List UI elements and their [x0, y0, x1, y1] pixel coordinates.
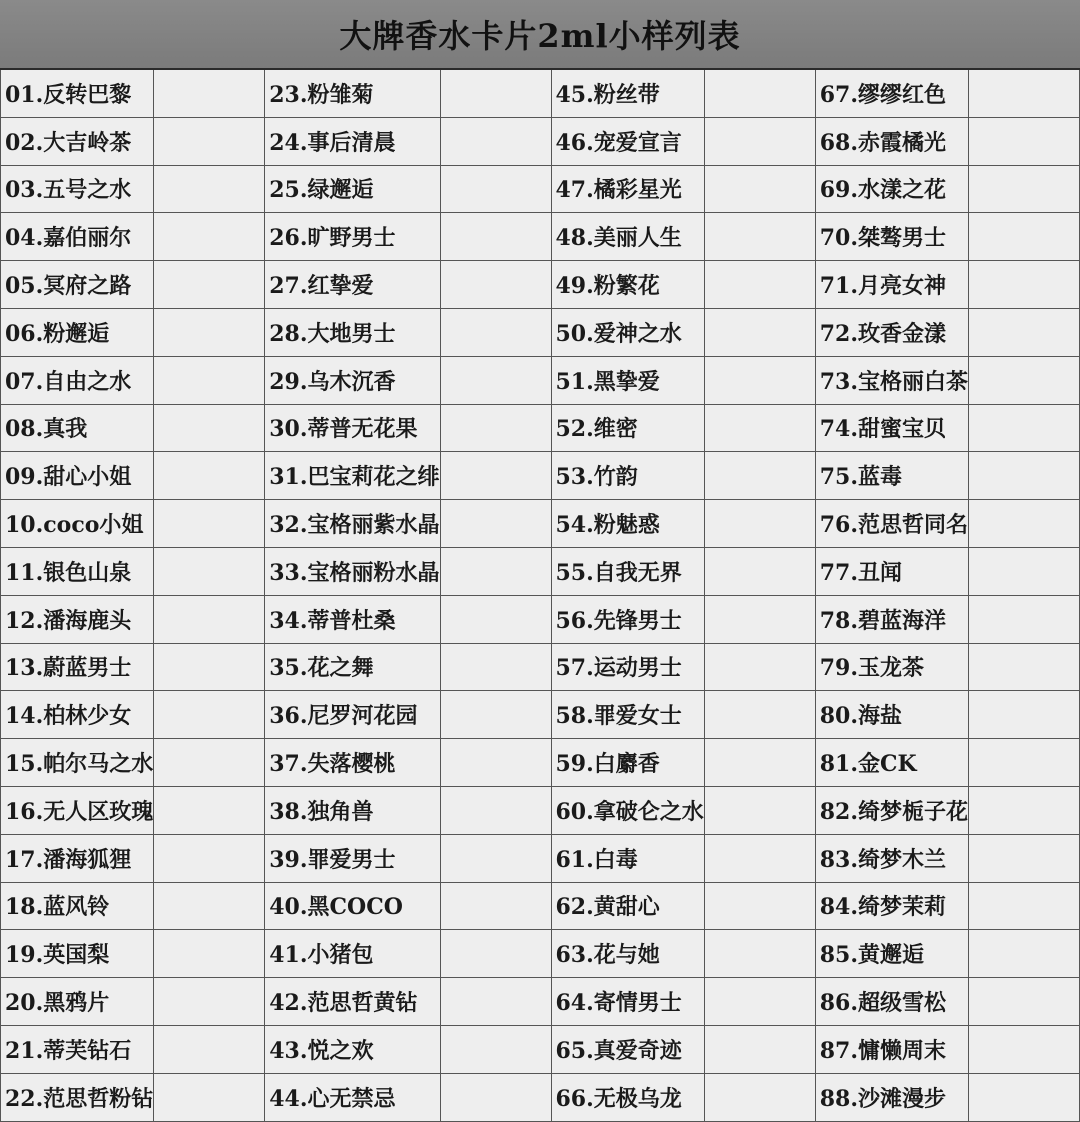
- perfume-item: 15.帕尔马之水: [1, 739, 154, 787]
- empty-cell: [154, 883, 265, 931]
- perfume-item: 67.缪缪红色: [816, 70, 969, 118]
- perfume-item: 60.拿破仑之水: [552, 787, 705, 835]
- perfume-item: 02.大吉岭茶: [1, 118, 154, 166]
- perfume-item: 52.维密: [552, 405, 705, 453]
- perfume-item: 76.范思哲同名: [816, 500, 969, 548]
- empty-cell: [969, 309, 1080, 357]
- perfume-item: 73.宝格丽白茶: [816, 357, 969, 405]
- empty-cell: [441, 70, 552, 118]
- empty-cell: [705, 691, 816, 739]
- perfume-item: 53.竹韵: [552, 452, 705, 500]
- empty-cell: [705, 70, 816, 118]
- perfume-item: 61.白毒: [552, 835, 705, 883]
- empty-cell: [705, 596, 816, 644]
- empty-cell: [441, 1074, 552, 1122]
- perfume-item: 20.黑鸦片: [1, 978, 154, 1026]
- perfume-item: 56.先锋男士: [552, 596, 705, 644]
- empty-cell: [969, 691, 1080, 739]
- perfume-item: 48.美丽人生: [552, 213, 705, 261]
- perfume-item: 19.英国梨: [1, 930, 154, 978]
- perfume-item: 09.甜心小姐: [1, 452, 154, 500]
- empty-cell: [154, 405, 265, 453]
- perfume-item: 12.潘海鹿头: [1, 596, 154, 644]
- perfume-item: 27.红挚爱: [265, 261, 440, 309]
- empty-cell: [969, 787, 1080, 835]
- empty-cell: [441, 118, 552, 166]
- empty-cell: [969, 166, 1080, 214]
- empty-cell: [441, 787, 552, 835]
- empty-cell: [154, 596, 265, 644]
- empty-cell: [154, 118, 265, 166]
- empty-cell: [154, 978, 265, 1026]
- empty-cell: [969, 118, 1080, 166]
- empty-cell: [441, 166, 552, 214]
- empty-cell: [705, 978, 816, 1026]
- perfume-item: 18.蓝风铃: [1, 883, 154, 931]
- empty-cell: [154, 1026, 265, 1074]
- perfume-item: 45.粉丝带: [552, 70, 705, 118]
- perfume-item: 08.真我: [1, 405, 154, 453]
- empty-cell: [969, 978, 1080, 1026]
- perfume-item: 49.粉繁花: [552, 261, 705, 309]
- empty-cell: [969, 261, 1080, 309]
- empty-cell: [441, 1026, 552, 1074]
- empty-cell: [705, 835, 816, 883]
- page-title: 大牌香水卡片2ml小样列表: [339, 17, 741, 55]
- empty-cell: [969, 1074, 1080, 1122]
- perfume-item: 06.粉邂逅: [1, 309, 154, 357]
- empty-cell: [441, 500, 552, 548]
- empty-cell: [154, 357, 265, 405]
- perfume-item: 13.蔚蓝男士: [1, 644, 154, 692]
- empty-cell: [441, 452, 552, 500]
- perfume-item: 88.沙滩漫步: [816, 1074, 969, 1122]
- perfume-item: 87.慵懒周末: [816, 1026, 969, 1074]
- empty-cell: [705, 739, 816, 787]
- empty-cell: [441, 883, 552, 931]
- perfume-item: 46.宠爱宣言: [552, 118, 705, 166]
- empty-cell: [154, 930, 265, 978]
- empty-cell: [705, 357, 816, 405]
- perfume-item: 57.运动男士: [552, 644, 705, 692]
- perfume-item: 83.绮梦木兰: [816, 835, 969, 883]
- perfume-table: [0, 70, 1080, 1122]
- perfume-item: 55.自我无界: [552, 548, 705, 596]
- perfume-item: 04.嘉伯丽尔: [1, 213, 154, 261]
- empty-cell: [705, 213, 816, 261]
- perfume-item: 30.蒂普无花果: [265, 405, 440, 453]
- empty-cell: [154, 739, 265, 787]
- perfume-item: 33.宝格丽粉水晶: [265, 548, 440, 596]
- empty-cell: [969, 500, 1080, 548]
- empty-cell: [705, 118, 816, 166]
- empty-cell: [154, 691, 265, 739]
- perfume-item: 05.冥府之路: [1, 261, 154, 309]
- empty-cell: [154, 500, 265, 548]
- empty-cell: [154, 213, 265, 261]
- empty-cell: [441, 261, 552, 309]
- perfume-item: 51.黑挚爱: [552, 357, 705, 405]
- empty-cell: [154, 787, 265, 835]
- empty-cell: [154, 644, 265, 692]
- title-bar: [0, 0, 1080, 70]
- empty-cell: [705, 787, 816, 835]
- perfume-item: 82.绮梦栀子花: [816, 787, 969, 835]
- perfume-item: 64.寄情男士: [552, 978, 705, 1026]
- perfume-item: 35.花之舞: [265, 644, 440, 692]
- empty-cell: [969, 835, 1080, 883]
- empty-cell: [705, 166, 816, 214]
- perfume-item: 77.丑闻: [816, 548, 969, 596]
- perfume-item: 54.粉魅惑: [552, 500, 705, 548]
- perfume-item: 68.赤霞橘光: [816, 118, 969, 166]
- perfume-item: 24.事后清晨: [265, 118, 440, 166]
- perfume-item: 31.巴宝莉花之绯: [265, 452, 440, 500]
- perfume-item: 14.柏林少女: [1, 691, 154, 739]
- perfume-item: 43.悦之欢: [265, 1026, 440, 1074]
- perfume-item: 66.无极乌龙: [552, 1074, 705, 1122]
- empty-cell: [441, 835, 552, 883]
- empty-cell: [969, 213, 1080, 261]
- perfume-item: 44.心无禁忌: [265, 1074, 440, 1122]
- perfume-item: 70.桀骜男士: [816, 213, 969, 261]
- empty-cell: [154, 166, 265, 214]
- empty-cell: [154, 452, 265, 500]
- perfume-item: 39.罪爱男士: [265, 835, 440, 883]
- perfume-item: 26.旷野男士: [265, 213, 440, 261]
- perfume-item: 80.海盐: [816, 691, 969, 739]
- perfume-item: 21.蒂芙钻石: [1, 1026, 154, 1074]
- empty-cell: [969, 739, 1080, 787]
- empty-cell: [969, 644, 1080, 692]
- perfume-item: 69.水漾之花: [816, 166, 969, 214]
- perfume-item: 37.失落樱桃: [265, 739, 440, 787]
- perfume-item: 34.蒂普杜桑: [265, 596, 440, 644]
- perfume-item: 71.月亮女神: [816, 261, 969, 309]
- empty-cell: [154, 261, 265, 309]
- perfume-item: 42.范思哲黄钻: [265, 978, 440, 1026]
- empty-cell: [441, 644, 552, 692]
- empty-cell: [441, 213, 552, 261]
- empty-cell: [969, 930, 1080, 978]
- perfume-item: 74.甜蜜宝贝: [816, 405, 969, 453]
- empty-cell: [441, 309, 552, 357]
- perfume-item: 11.银色山泉: [1, 548, 154, 596]
- empty-cell: [154, 1074, 265, 1122]
- empty-cell: [705, 930, 816, 978]
- empty-cell: [969, 405, 1080, 453]
- empty-cell: [154, 835, 265, 883]
- empty-cell: [441, 405, 552, 453]
- empty-cell: [705, 309, 816, 357]
- empty-cell: [705, 500, 816, 548]
- perfume-item: 47.橘彩星光: [552, 166, 705, 214]
- perfume-item: 07.自由之水: [1, 357, 154, 405]
- empty-cell: [969, 70, 1080, 118]
- perfume-item: 81.金CK: [816, 739, 969, 787]
- empty-cell: [154, 548, 265, 596]
- empty-cell: [969, 452, 1080, 500]
- perfume-item: 25.绿邂逅: [265, 166, 440, 214]
- perfume-item: 17.潘海狐狸: [1, 835, 154, 883]
- empty-cell: [705, 548, 816, 596]
- empty-cell: [441, 978, 552, 1026]
- perfume-item: 62.黄甜心: [552, 883, 705, 931]
- empty-cell: [705, 644, 816, 692]
- perfume-item: 22.范思哲粉钻: [1, 1074, 154, 1122]
- perfume-item: 65.真爱奇迹: [552, 1026, 705, 1074]
- perfume-item: 36.尼罗河花园: [265, 691, 440, 739]
- perfume-item: 28.大地男士: [265, 309, 440, 357]
- empty-cell: [441, 596, 552, 644]
- perfume-item: 16.无人区玫瑰: [1, 787, 154, 835]
- perfume-item: 01.反转巴黎: [1, 70, 154, 118]
- perfume-item: 85.黄邂逅: [816, 930, 969, 978]
- empty-cell: [705, 1074, 816, 1122]
- empty-cell: [441, 739, 552, 787]
- perfume-item: 63.花与她: [552, 930, 705, 978]
- perfume-item: 10.coco小姐: [1, 500, 154, 548]
- perfume-item: 40.黑COCO: [265, 883, 440, 931]
- empty-cell: [441, 691, 552, 739]
- empty-cell: [441, 930, 552, 978]
- perfume-item: 29.乌木沉香: [265, 357, 440, 405]
- empty-cell: [705, 261, 816, 309]
- perfume-item: 58.罪爱女士: [552, 691, 705, 739]
- empty-cell: [154, 70, 265, 118]
- empty-cell: [705, 1026, 816, 1074]
- empty-cell: [705, 452, 816, 500]
- empty-cell: [969, 357, 1080, 405]
- perfume-item: 03.五号之水: [1, 166, 154, 214]
- empty-cell: [969, 548, 1080, 596]
- empty-cell: [705, 883, 816, 931]
- perfume-item: 41.小猪包: [265, 930, 440, 978]
- empty-cell: [441, 357, 552, 405]
- empty-cell: [705, 405, 816, 453]
- empty-cell: [969, 1026, 1080, 1074]
- perfume-item: 23.粉雏菊: [265, 70, 440, 118]
- empty-cell: [969, 883, 1080, 931]
- empty-cell: [969, 596, 1080, 644]
- perfume-item: 59.白麝香: [552, 739, 705, 787]
- perfume-item: 50.爱神之水: [552, 309, 705, 357]
- perfume-item: 38.独角兽: [265, 787, 440, 835]
- perfume-item: 86.超级雪松: [816, 978, 969, 1026]
- perfume-item: 84.绮梦茉莉: [816, 883, 969, 931]
- perfume-item: 72.玫香金漾: [816, 309, 969, 357]
- perfume-item: 79.玉龙茶: [816, 644, 969, 692]
- perfume-item: 32.宝格丽紫水晶: [265, 500, 440, 548]
- perfume-item: 75.蓝毒: [816, 452, 969, 500]
- empty-cell: [154, 309, 265, 357]
- empty-cell: [441, 548, 552, 596]
- perfume-item: 78.碧蓝海洋: [816, 596, 969, 644]
